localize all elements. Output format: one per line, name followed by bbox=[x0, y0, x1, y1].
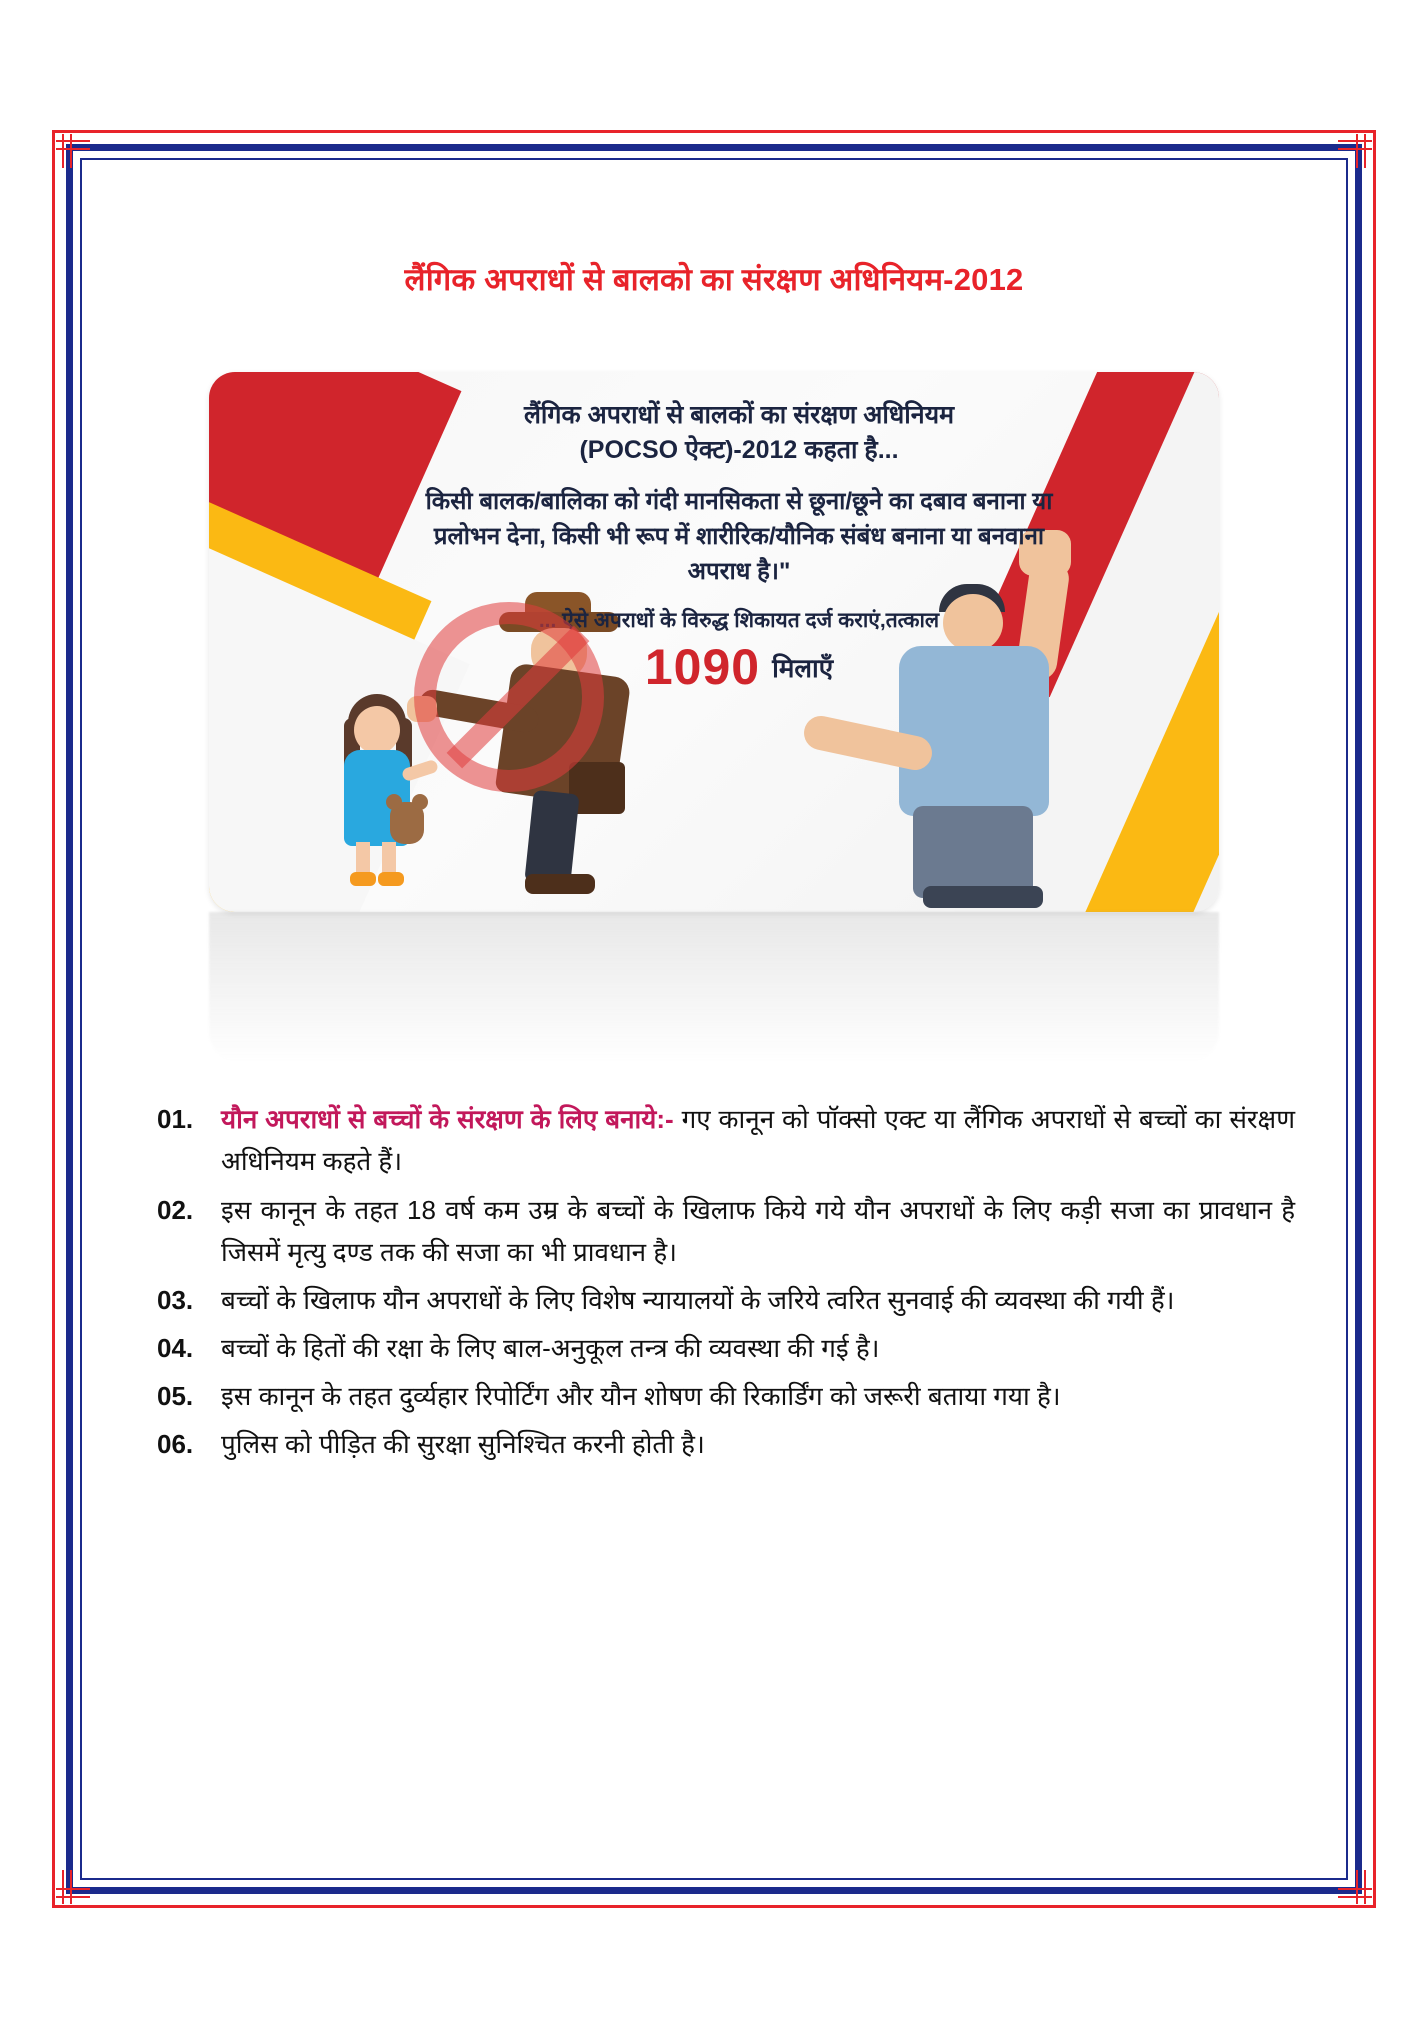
list-item-number: 06. bbox=[157, 1429, 194, 1460]
poster-reflection bbox=[209, 912, 1219, 1062]
poster-cta-text: ... ऐसे अपराधों के विरुद्ध शिकायत दर्ज कराएं,तत्काल bbox=[538, 608, 940, 632]
list-item bbox=[157, 1423, 1295, 1465]
list-item-number: 02. bbox=[157, 1194, 194, 1225]
corner-ornament-bottom-right bbox=[1338, 1870, 1372, 1904]
list-item bbox=[157, 1189, 1295, 1273]
helpline-number: 1090 bbox=[644, 638, 761, 695]
list-item bbox=[157, 1327, 1295, 1369]
list-item-rest: गए कानून को पॉक्सो एक्ट या लैंगिक अपराधों से बच्चों का संरक्षण अधिनियम कहते हैं। bbox=[221, 1104, 1295, 1177]
poster-heading-line2: (POCSO ऐक्ट)-2012 कहता है... bbox=[579, 435, 899, 464]
corner-ornament-top-left bbox=[56, 134, 90, 168]
list-item-text bbox=[221, 1189, 1295, 1273]
list-item-number: 03. bbox=[157, 1284, 194, 1315]
poster-heading-line1: लैंगिक अपराधों से बालकों का संरक्षण अधिनियम bbox=[523, 401, 955, 430]
list-item bbox=[157, 1279, 1295, 1321]
poster-body-text: किसी बालक/बालिका को गंदी मानसिकता से छूना/छूने का दबाव बनाना या प्रलोभन देना, किसी भी रूप में शारीरिक/यौनिक संबंध बनाना या बनवाना अपराध है।" bbox=[425, 488, 1053, 585]
list-item-rest: इस कानून के तहत 18 वर्ष कम उम्र के बच्चों के खिलाफ किये गये यौन अपराधों के लिए कड़ी सजा का प्रावधान है जिसमें मृत्यु दण्ड तक की सजा का भी प्रावधान है। bbox=[221, 1194, 1295, 1267]
corner-ornament-top-right bbox=[1338, 134, 1372, 168]
list-item-rest: बच्चों के हितों की रक्षा के लिए बाल-अनुकूल तन्त्र की व्यवस्था की गई है। bbox=[221, 1332, 880, 1363]
page-title: लैंगिक अपराधों से बालको का संरक्षण अधिनियम-2012 bbox=[404, 262, 1024, 297]
list-item bbox=[157, 1375, 1295, 1417]
helpline-suffix: मिलाएँ bbox=[772, 652, 834, 683]
list-item bbox=[157, 1098, 1295, 1182]
list-item-number: 04. bbox=[157, 1332, 194, 1363]
list-item-rest: बच्चों के खिलाफ यौन अपराधों के लिए विशेष न्यायालयों के जरिये त्वरित सुनवाई की व्यवस्था की गयी हैं। bbox=[221, 1284, 1175, 1315]
poster-figure bbox=[209, 372, 1219, 1062]
list-item-text bbox=[221, 1327, 1295, 1369]
list-item-rest: पुलिस को पीड़ित की सुरक्षा सुनिश्चित करनी होती है। bbox=[221, 1429, 705, 1460]
list-item-rest: इस कानून के तहत दुर्व्यहार रिपोर्टिंग और यौन शोषण की रिकार्डिंग को जरूरी बताया गया है। bbox=[221, 1380, 1061, 1411]
poster-card bbox=[209, 372, 1219, 912]
points-list bbox=[95, 1098, 1333, 1465]
list-item-number: 05. bbox=[157, 1380, 194, 1411]
prohibition-sign-icon bbox=[414, 602, 604, 792]
list-item-text bbox=[221, 1098, 1295, 1182]
list-item-text bbox=[221, 1423, 1295, 1465]
list-item-text bbox=[221, 1375, 1295, 1417]
list-item-text bbox=[221, 1279, 1295, 1321]
corner-ornament-bottom-left bbox=[56, 1870, 90, 1904]
document-content bbox=[95, 175, 1333, 1868]
list-item-number: 01. bbox=[157, 1104, 194, 1135]
list-item-highlight: यौन अपराधों से बच्चों के संरक्षण के लिए बनाये:- bbox=[221, 1104, 674, 1135]
